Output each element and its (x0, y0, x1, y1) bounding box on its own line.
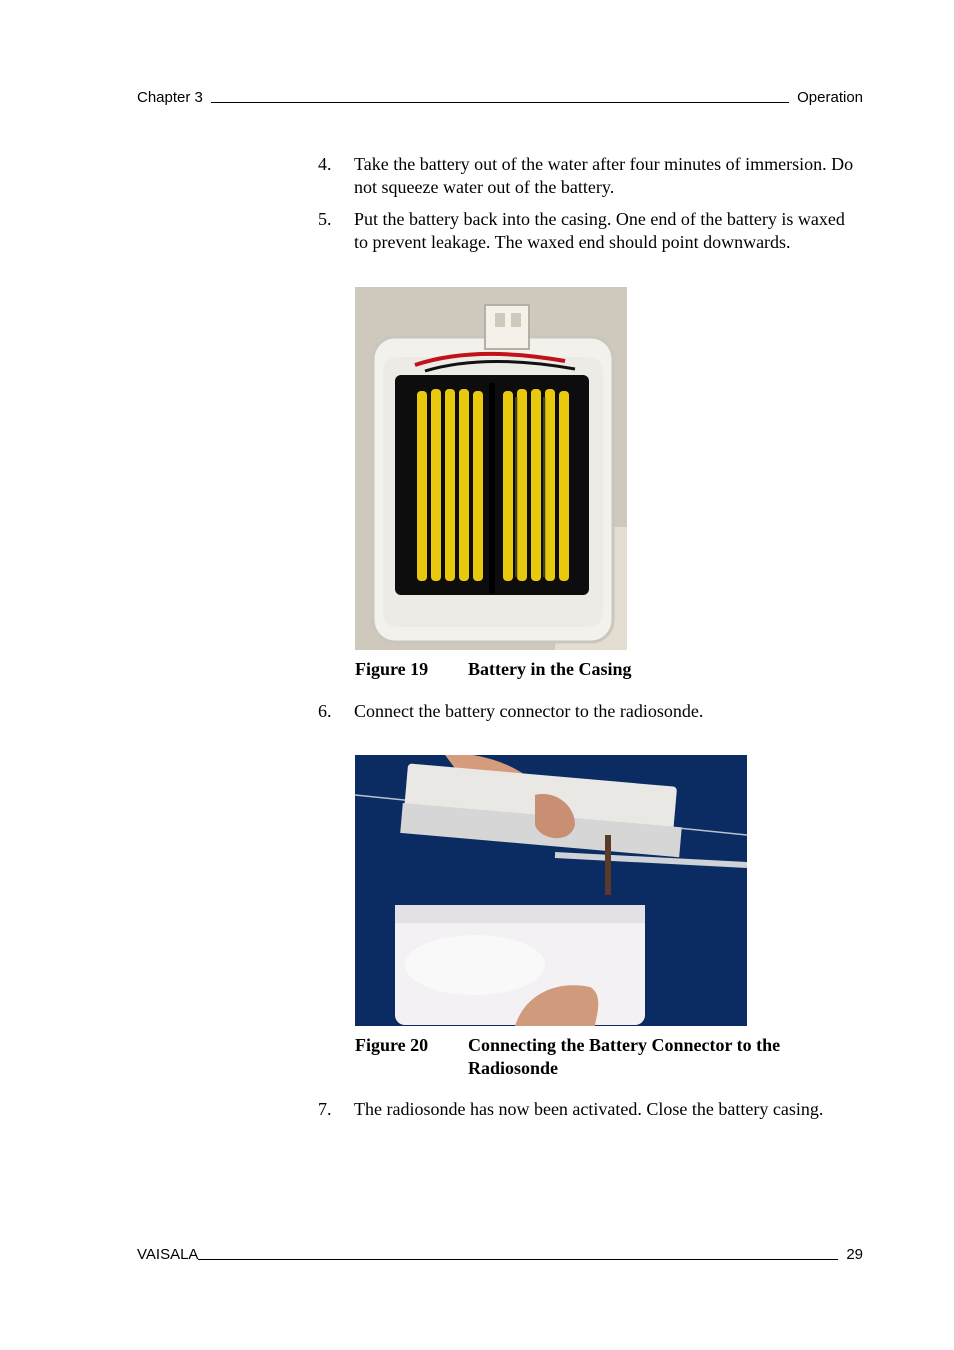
figure-number: Figure 20 (355, 1035, 429, 1055)
step-item (318, 208, 863, 254)
radiosonde-connection-photo (355, 755, 747, 1026)
step-text: Take the battery out of the water after four minutes of immersion. Do not squeeze water out of the battery. (354, 154, 854, 197)
step-item (318, 1098, 863, 1121)
footer-rule (198, 1259, 838, 1260)
figure-caption (355, 658, 863, 681)
page-header (137, 86, 863, 106)
figure-title: Battery in the Casing (468, 659, 632, 679)
step-number: 4. (318, 154, 332, 174)
figure-caption (355, 1034, 863, 1080)
page-footer (137, 1243, 863, 1263)
section-label: Operation (797, 89, 863, 106)
step-text: Put the battery back into the casing. One end of the battery is waxed to prevent leakage. The waxed end should point downwards. (354, 209, 845, 252)
step-number: 5. (318, 209, 332, 229)
step-number: 7. (318, 1099, 332, 1119)
header-rule (211, 102, 789, 103)
step-item (318, 700, 863, 723)
step-text: The radiosonde has now been activated. Close the battery casing. (354, 1099, 824, 1119)
page-number: 29 (846, 1246, 863, 1263)
step-item (318, 153, 863, 199)
battery-casing-photo (355, 287, 627, 650)
step-text: Connect the battery connector to the radiosonde. (354, 701, 704, 721)
company-label: VAISALA (137, 1246, 199, 1263)
chapter-label: Chapter 3 (137, 89, 203, 106)
figure-number: Figure 19 (355, 659, 429, 679)
step-number: 6. (318, 701, 332, 721)
figure-title: Connecting the Battery Connector to the Radiosonde (468, 1035, 781, 1078)
